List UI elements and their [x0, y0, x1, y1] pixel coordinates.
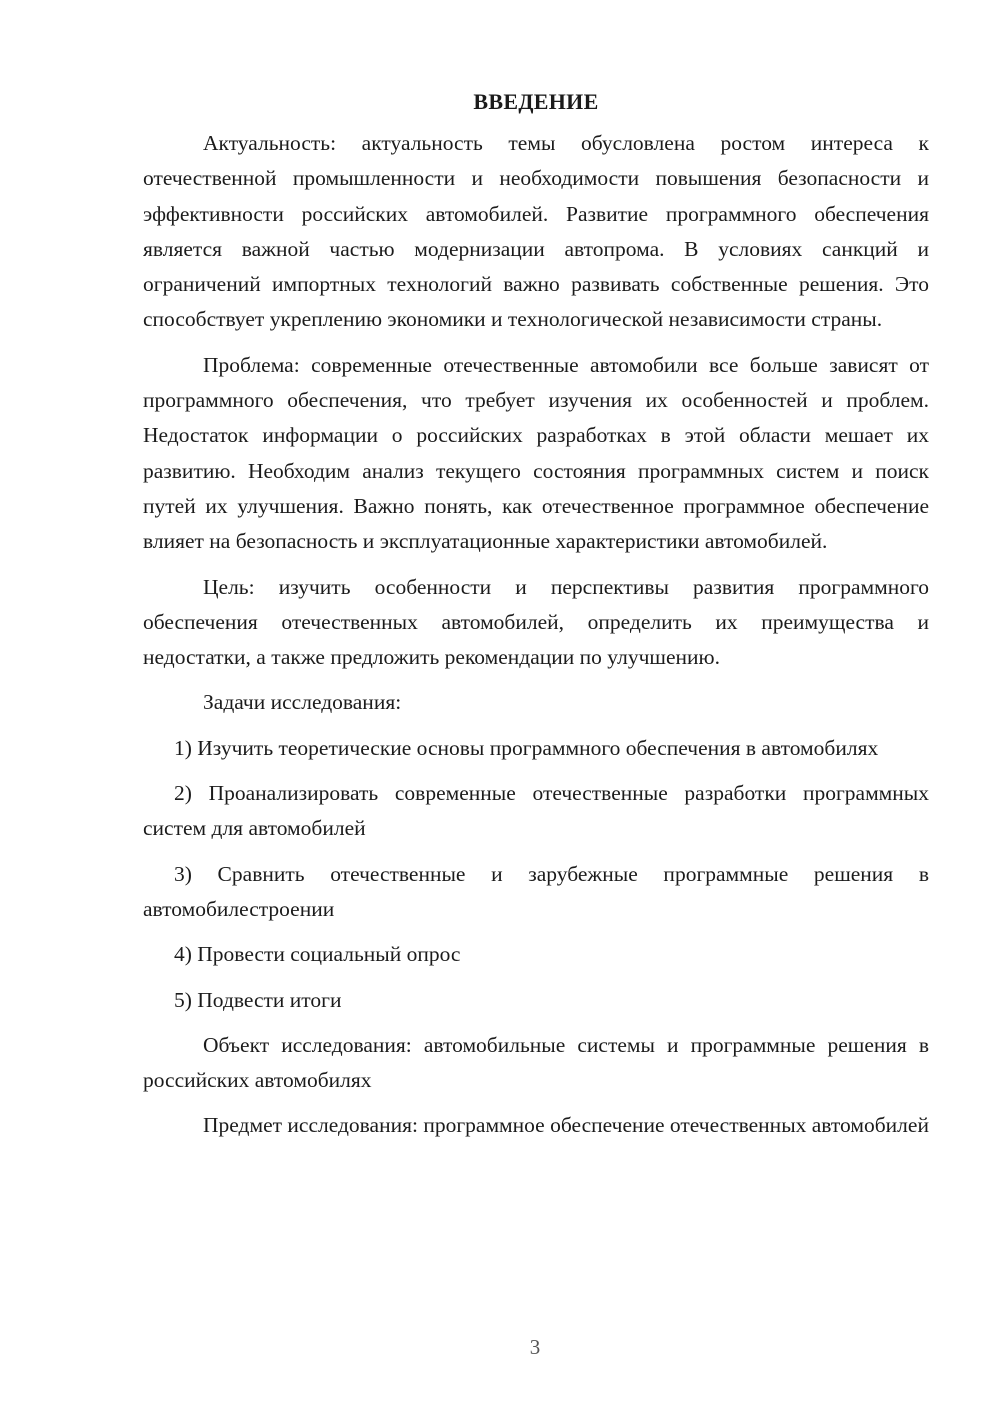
subject-paragraph: Предмет исследования: программное обеспечение отечественных автомобилей [203, 1113, 929, 1138]
problem-paragraph: Проблема: современные отечественные автомобили все больше зависят от программного обеспечения, что требует изучения их особенностей и проблем. Недостаток информации о российских разработках в этой области мешает их развитию. Необходим анализ текущего состояния программных систем и поиск путей их улучшения. Важно понять, как отечественное программное обеспечение влияет на безопасность и эксплуатационные характеристики автомобилей. [143, 352, 929, 554]
task-item: 3) Сравнить отечественные и зарубежные программные решения в автомобилестроении [143, 861, 929, 921]
task-item: 5) Подвести итоги [174, 987, 342, 1012]
page-number: 3 [529, 1335, 541, 1359]
task-item: 2) Проанализировать современные отечественные разработки программных систем для автомобилей [143, 781, 929, 841]
object-paragraph: Объект исследования: автомобильные системы и программные решения в российских автомобилях [143, 1032, 929, 1093]
task-item: 4) Провести социальный опрос [174, 942, 461, 967]
page-title: ВВЕДЕНИЕ [473, 89, 599, 114]
task-item: 1) Изучить теоретические основы программного обеспечения в автомобилях [174, 735, 879, 760]
document-page [143, 88, 929, 1154]
tasks-heading: Задачи исследования: [203, 690, 402, 715]
relevance-paragraph: Актуальность: актуальность темы обусловлена ростом интереса к отечественной промышленности и необходимости повышения безопасности и эффективности российских автомобилей. Развитие программного обеспечения является важной частью модернизации автопрома. В условиях санкций и ограничений импортных технологий важно развивать собственные решения. Это способствует укреплению экономики и технологической независимости страны. [143, 131, 929, 332]
goal-paragraph: Цель: изучить особенности и перспективы развития программного обеспечения отечественных автомобилей, определить их преимущества и недостатки, а также предложить рекомендации по улучшению. [143, 574, 929, 670]
